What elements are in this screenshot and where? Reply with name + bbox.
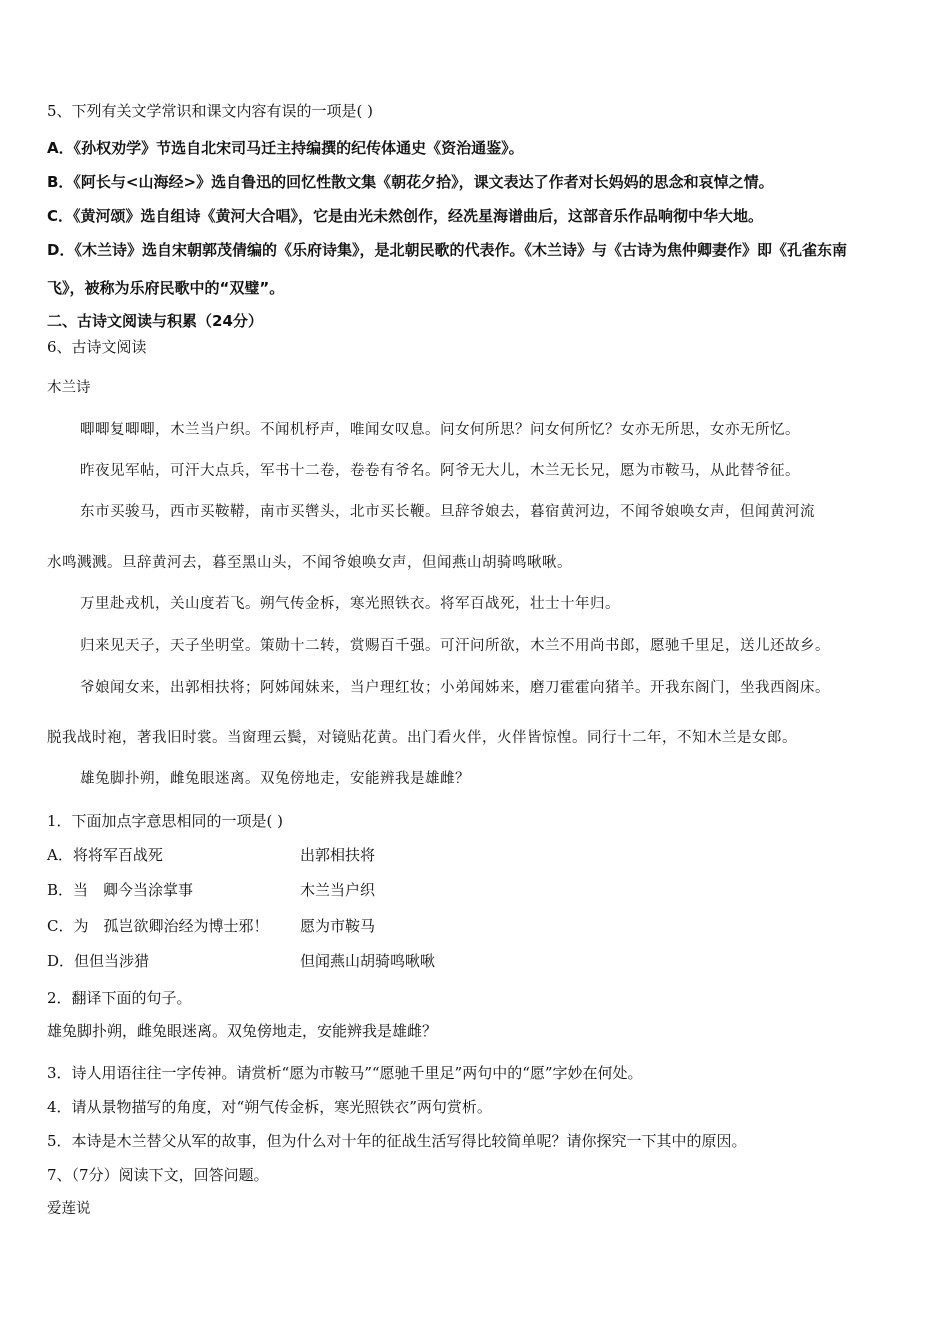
q5-option-a: A．《孙权劝学》节选自北宋司马迁主持编撰的纪传体通史《资治通鉴》。: [47, 139, 524, 157]
sub1-option-d: D．但但当涉猎: [47, 952, 150, 970]
q5-stem: 5、下列有关文学常识和课文内容有误的一项是( ): [47, 102, 374, 120]
sub1-option-a: A．将将军百战死: [47, 846, 163, 864]
q5-option-d: D．《木兰诗》选自宋朝郭茂倩编的《乐府诗集》，是北朝民歌的代表作。《木兰诗》与《古诗为焦仲卿妻作》即《孔雀东南: [47, 241, 847, 259]
q7-title: 爱莲说: [47, 1201, 91, 1217]
sub2-stem: 2．翻译下面的句子。: [47, 989, 192, 1007]
poem-title: 木兰诗: [47, 380, 91, 396]
sub1-stem: 1．下面加点字意思相同的一项是( ): [47, 812, 284, 830]
q7-heading: 7、（7分）阅读下文，回答问题。: [47, 1166, 269, 1184]
poem-line: 万里赴戎机，关山度若飞。朔气传金柝，寒光照铁衣。将军百战死，壮士十年归。: [80, 596, 620, 612]
poem-line: 唧唧复唧唧，木兰当户织。不闻机杼声，唯闻女叹息。问女何所思？问女何所忆？女亦无所思，女亦无所忆。: [80, 422, 800, 438]
poem-line: 归来见天子，天子坐明堂。策勋十二转，赏赐百千强。可汗问所欲，木兰不用尚书郎，愿驰千里足，送儿还故乡。: [80, 638, 830, 654]
sub1-option-b-compare: 木兰当户织: [300, 881, 376, 899]
sub1-option-d-compare: 但闻燕山胡骑鸣啾啾: [300, 952, 436, 970]
poem-line: 水鸣溅溅。旦辞黄河去，暮至黑山头，不闻爷娘唤女声，但闻燕山胡骑鸣啾啾。: [47, 555, 572, 571]
section-heading: 二、古诗文阅读与积累（24分）: [47, 312, 263, 330]
sub2-sentence: 雄兔脚扑朔，雌兔眼迷离。双兔傍地走，安能辨我是雄雌？: [47, 1022, 438, 1040]
q5-option-d-cont: 飞》，被称为乐府民歌中的“双璧”。: [47, 279, 285, 297]
poem-line: 昨夜见军帖，可汗大点兵，军书十二卷，卷卷有爷名。阿爷无大儿，木兰无长兄，愿为市鞍马，从此替爷征。: [80, 463, 800, 479]
sub4-stem: 4．请从景物描写的角度，对“朔气传金柝，寒光照铁衣”两句赏析。: [47, 1098, 492, 1116]
sub3-stem: 3．诗人用语往往一字传神。请赏析“愿为市鞍马”“愿驰千里足”两句中的“愿”字妙在何处。: [47, 1064, 643, 1082]
poem-line: 东市买骏马，西市买鞍鞯，南市买辔头，北市买长鞭。旦辞爷娘去，暮宿黄河边，不闻爷娘唤女声，但闻黄河流: [80, 504, 815, 520]
sub1-option-c: C．为 孤岂欲卿治经为博士邪！: [47, 917, 269, 935]
poem-line: 雄兔脚扑朔，雌兔眼迷离。双兔傍地走，安能辨我是雄雌？: [80, 771, 470, 787]
q5-option-b: B．《阿长与<山海经>》选自鲁迅的回忆性散文集《朝花夕拾》，课文表达了作者对长妈妈的思念和哀悼之情。: [47, 173, 774, 191]
poem-line: 爷娘闻女来，出郭相扶将；阿姊闻妹来，当户理红妆；小弟闻姊来，磨刀霍霍向猪羊。开我东阁门，坐我西阁床。: [80, 680, 830, 696]
sub5-stem: 5．本诗是木兰替父从军的故事，但为什么对十年的征战生活写得比较简单呢？请你探究一下其中的原因。: [47, 1132, 747, 1150]
sub1-option-b: B．当 卿今当涂掌事: [47, 881, 194, 899]
q5-option-c: C．《黄河颂》选自组诗《黄河大合唱》，它是由光未然创作，经冼星海谱曲后，这部音乐作品响彻中华大地。: [47, 207, 764, 225]
sub1-option-a-compare: 出郭相扶将: [300, 846, 376, 864]
sub1-option-c-compare: 愿为市鞍马: [300, 917, 376, 935]
poem-line: 脱我战时袍，著我旧时裳。当窗理云鬓，对镜贴花黄。出门看火伴，火伴皆惊惶。同行十二年，不知木兰是女郎。: [47, 730, 797, 746]
q6-heading: 6、古诗文阅读: [47, 338, 147, 356]
